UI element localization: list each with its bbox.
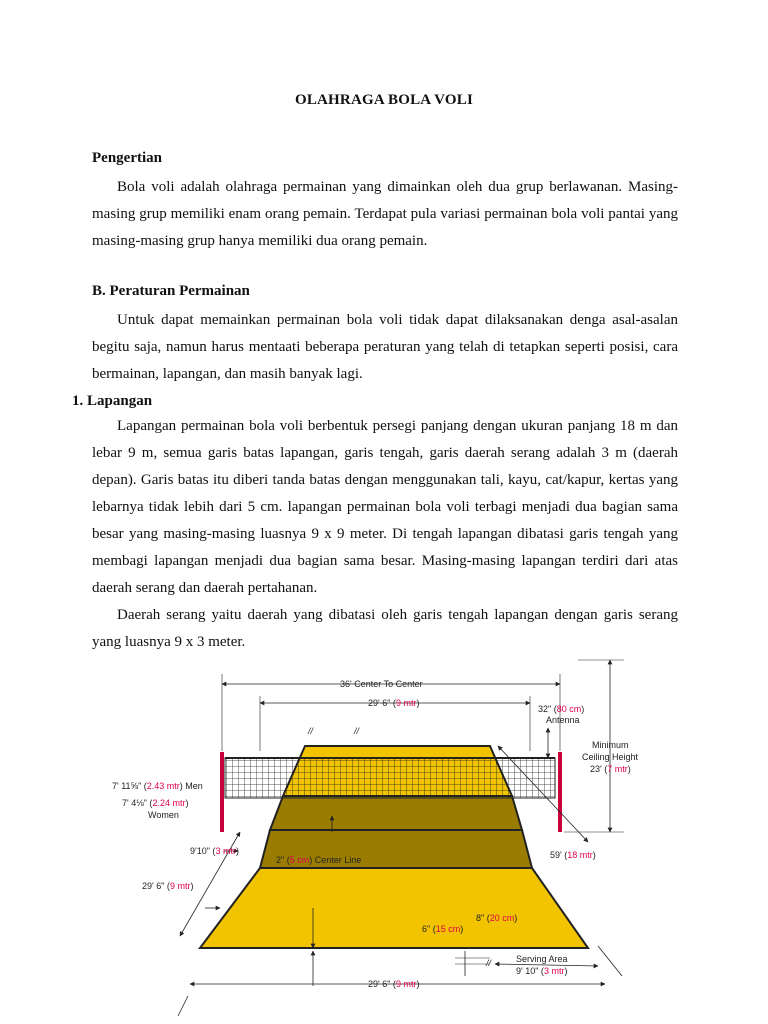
court-back-zone-near — [200, 868, 588, 948]
svg-text:23' (7 mtr) — [590, 764, 631, 774]
label-serving-2a: 9' 10" ( — [516, 966, 544, 976]
label-attack-a: 9'10" ( — [190, 846, 216, 856]
label-antenna-c: ) — [581, 704, 585, 714]
label-eight-b: 20 cm — [489, 913, 515, 923]
net-post-right — [558, 752, 562, 832]
svg-text:29' 6" (9 mtr) — [368, 979, 419, 989]
volleyball-court-diagram — [100, 646, 660, 1024]
label-women-b: 2.24 mtr — [152, 798, 186, 808]
svg-text:7' 11⅝" (2.43 mtr) Men — [112, 781, 203, 791]
net-post-left — [220, 752, 224, 832]
svg-text:2" (5 cm) Center Line — [276, 855, 361, 865]
label-width-top-b: 9 mtr — [395, 698, 417, 708]
label-centerline-c: ) Center Line — [309, 855, 362, 865]
label-men-c: ) Men — [179, 781, 203, 791]
label-ceiling-2: Ceiling Height — [582, 752, 639, 762]
section-heading-peraturan: B. Peraturan Permainan — [92, 283, 250, 299]
label-women: Women — [148, 810, 179, 820]
label-eight-c: ) — [514, 913, 518, 923]
label-centerline-b: 5 cm — [289, 855, 310, 865]
svg-text:29' 6" (9 mtr) — [368, 698, 419, 708]
label-antenna-b: 80 cm — [556, 704, 582, 714]
court-diagram-svg — [100, 646, 660, 1024]
label-side-b: 9 mtr — [169, 881, 191, 891]
label-eight-a: 8" ( — [476, 913, 490, 923]
label-length-c: ) — [592, 850, 596, 860]
paragraph-pengertian: Bola voli adalah olahraga permainan yang dimainkan oleh dua grup berlawanan. Masing-masing grup memiliki enam orang pemain. Terdapat pula variasi permainan bola voli pantai yang masing-masing grup hanya memiliki dua orang pemain. — [92, 179, 678, 249]
label-attack-c: ) — [235, 846, 239, 856]
label-serving-2c: ) — [564, 966, 568, 976]
paragraph-peraturan: Untuk dapat memainkan permainan bola voli tidak dapat dilaksanakan denga asal-asalan begitu saja, namun harus mentaati beberapa peraturan yang telah di tetapkan seperti posisi, cara bermainan, lapangan, dan masih banyak lagi. — [92, 312, 678, 382]
svg-text://: // — [354, 726, 360, 736]
svg-text:9' 10" (3 mtr) — [516, 966, 567, 976]
label-women-a: 7' 4⅛" ( — [122, 798, 153, 808]
label-six-a: 6" ( — [422, 924, 436, 934]
label-side-a: 29' 6" ( — [142, 881, 170, 891]
svg-text:32" (80 cm) — [538, 704, 584, 714]
label-width-bottom-b: 9 mtr — [395, 979, 417, 989]
label-antenna-a: 32" ( — [538, 704, 557, 714]
label-ceiling-3b: 7 mtr — [607, 764, 628, 774]
label-width-bottom-c: ) — [416, 979, 420, 989]
label-attack-b: 3 mtr — [215, 846, 236, 856]
paragraph-lapangan-1: Lapangan permainan bola voli berbentuk persegi panjang dengan ukuran panjang 18 m dan lebar 9 m, semua garis batas lapangan, garis tengah, garis daerah serang adalah 3 m (daerah depan). Garis batas itu diberi tanda batas dengan menggunakan tali, kayu, cat/kapur, kertas yang lebarnya tidak lebih dari 5 cm. lapangan permainan bola voli terbagi menjadi dua bagian sama besar yang masing-masing luasnya 9 x 9 meter. Di tengah lapangan dibatasi garis tengah yang membagi lapangan menjadi dua bagian sama besar. Masing-masing lapangan terdiri dari atas daerah serang dan daerah pertahanan. — [92, 418, 678, 596]
svg-text:29' 6" (9 mtr) — [142, 881, 193, 891]
label-six-b: 15 cm — [435, 924, 461, 934]
label-antenna: Antenna — [546, 715, 580, 725]
label-ceiling-1: Minimum — [592, 740, 629, 750]
svg-text:9'10" (3 mtr) — [190, 846, 239, 856]
label-length-b: 18 mtr — [567, 850, 593, 860]
svg-text://: // — [308, 726, 314, 736]
court-attack-zone-far — [270, 796, 522, 830]
svg-text:6" (15 cm) — [422, 924, 463, 934]
label-center-to-center: 36' Center To Center — [340, 679, 423, 689]
label-women-c: ) — [185, 798, 189, 808]
document-body — [72, 148, 678, 656]
svg-text:7' 4⅛" (2.24 mtr) — [122, 798, 188, 808]
svg-text:36' Center To Center — [340, 679, 423, 689]
label-men-b: 2.43 mtr — [146, 781, 180, 791]
svg-text:59' (18 mtr) — [550, 850, 596, 860]
section-heading-lapangan: 1. Lapangan — [72, 393, 153, 409]
paragraph-lapangan-2: Daerah serang yaitu daerah yang dibatasi oleh garis tengah lapangan dengan garis serang yang luasnya 9 x 3 meter. — [92, 607, 678, 650]
label-side-c: ) — [190, 881, 194, 891]
net-mesh — [225, 758, 555, 798]
svg-text://: // — [486, 958, 492, 968]
label-six-c: ) — [460, 924, 464, 934]
section-heading-pengertian: Pengertian — [92, 150, 162, 166]
label-width-top-a: 29' 6" ( — [368, 698, 396, 708]
label-length-a: 59' ( — [550, 850, 568, 860]
label-men-a: 7' 11⅝" ( — [112, 781, 147, 791]
label-width-bottom-a: 29' 6" ( — [368, 979, 396, 989]
label-width-top-c: ) — [416, 698, 420, 708]
document-title: OLAHRAGA BOLA VOLI — [294, 92, 474, 108]
label-ceiling-3a: 23' ( — [590, 764, 608, 774]
label-serving-1: Serving Area — [516, 954, 568, 964]
label-ceiling-3c: ) — [627, 764, 631, 774]
label-centerline-a: 2" ( — [276, 855, 290, 865]
label-serving-2b: 3 mtr — [543, 966, 565, 976]
svg-text:8" (20 cm) — [476, 913, 517, 923]
